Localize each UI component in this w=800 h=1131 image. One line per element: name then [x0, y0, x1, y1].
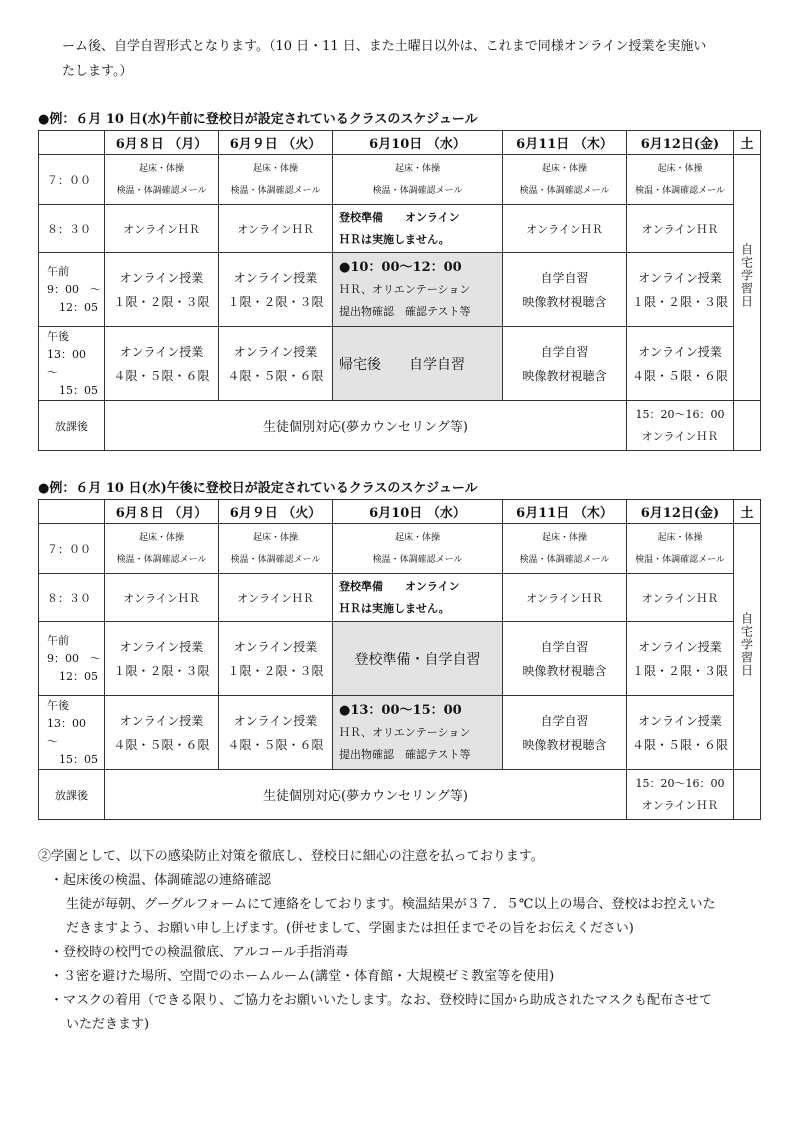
row-0830 — [39, 205, 761, 253]
header-sat: 土 — [734, 500, 761, 524]
note-bullet-2: ・登校時の校門での検温徹底、アルコール手指消毒 — [50, 945, 349, 960]
intro-line-1: ーム後、自学自習形式となります。（10 日・11 日、また土曜日以外は、これまで同様オンライン授業を実施い — [62, 39, 707, 54]
sat-label: 自宅学習日 — [739, 612, 754, 677]
time-after: 放課後 — [39, 401, 105, 451]
note-bullet-1-line-1: 生徒が毎朝、グーグルフォームにて連絡をしております。検温結果が３７．５℃以上の場合、登校はお控えいた — [66, 897, 716, 912]
header-wed: 6月10日 （水） — [333, 131, 503, 155]
note-bullet-4-line-2: いただきます) — [66, 1017, 150, 1032]
cell: 起床・体操 検温・体調確認メール — [105, 155, 219, 205]
time-0700: ７：００ — [39, 524, 105, 574]
table1-title: ●例：６月 10 日(水)午前に登校日が設定されているクラスのスケジュール — [38, 112, 478, 127]
time-pm: 午後 13：00 ～ 15：05 — [39, 696, 105, 770]
cell: 起床・体操 検温・体調確認メール — [219, 524, 333, 574]
intro-paragraph — [62, 34, 762, 84]
wed-school-day-cell: ●13：00～15：00 ＨＲ、オリエンテーション 提出物確認 確認テスト等 — [333, 696, 503, 770]
cell: オンライン授業 １限・２限・３限 — [219, 253, 333, 327]
header-sat: 土 — [734, 131, 761, 155]
cell: 起床・体操 検温・体調確認メール — [105, 524, 219, 574]
fri-hr-cell: 15：20～16：00 オンラインＨＲ — [627, 770, 734, 820]
cell: オンラインＨＲ — [627, 205, 734, 253]
schedule-table-am — [38, 130, 761, 451]
cell: オンライン授業 ４限・５限・６限 — [219, 696, 333, 770]
wed-prep-cell: 登校準備 オンライン ＨＲは実施しません。 — [333, 205, 503, 253]
row-pm — [39, 696, 761, 770]
cell: オンラインＨＲ — [503, 205, 627, 253]
note-bullet-1: ・起床後の検温、体調確認の連絡確認 — [50, 873, 272, 888]
note-bullet-4-line-1: ・マスクの着用（できる限り、ご協力をお願いいたします。なお、登校時に国から助成されたマスクも配布させて — [50, 993, 712, 1008]
cell: 自学自習 映像教材視聴含 — [503, 696, 627, 770]
row-am — [39, 253, 761, 327]
row-pm — [39, 327, 761, 401]
header-tue: 6月９日 （火） — [219, 500, 333, 524]
note-bullet-3: ・３密を避けた場所、空間でのホームルーム(講堂・体育館・大規模ゼミ教室等を使用) — [50, 969, 555, 984]
header-fri: 6月12日(金) — [627, 500, 734, 524]
time-0830: ８：３０ — [39, 205, 105, 253]
wed-school-day-cell: ●10：00～12：00 ＨＲ、オリエンテーション 提出物確認 確認テスト等 — [333, 253, 503, 327]
cell: 自学自習 映像教材視聴含 — [503, 253, 627, 327]
intro-line-2: たします。） — [62, 64, 133, 79]
row-0700 — [39, 155, 761, 205]
cell: オンラインＨＲ — [503, 574, 627, 622]
cell: オンライン授業 ４限・５限・６限 — [105, 696, 219, 770]
row-after — [39, 401, 761, 451]
cell: オンラインＨＲ — [219, 205, 333, 253]
header-mon: 6月８日 （月） — [105, 131, 219, 155]
cell: オンラインＨＲ — [627, 574, 734, 622]
header-row — [39, 131, 761, 155]
after-school-cell: 生徒個別対応(夢カウンセリング等) — [105, 401, 627, 451]
time-0700: ７：００ — [39, 155, 105, 205]
cell: 起床・体操 検温・体調確認メール — [627, 524, 734, 574]
cell: 起床・体操 検温・体調確認メール — [627, 155, 734, 205]
time-after: 放課後 — [39, 770, 105, 820]
cell: オンライン授業 １限・２限・３限 — [627, 253, 734, 327]
fri-hr-cell: 15：20～16：00 オンラインＨＲ — [627, 401, 734, 451]
corner-cell — [39, 131, 105, 155]
header-mon: 6月８日 （月） — [105, 500, 219, 524]
row-am — [39, 622, 761, 696]
time-am: 午前 9：00 ～ 12：05 — [39, 253, 105, 327]
cell: 起床・体操 検温・体調確認メール — [503, 155, 627, 205]
header-row — [39, 500, 761, 524]
row-after — [39, 770, 761, 820]
header-thu: 6月11日 （木） — [503, 500, 627, 524]
cell: オンライン授業 １限・２限・３限 — [105, 622, 219, 696]
schedule-table-pm — [38, 499, 761, 820]
header-tue: 6月９日 （火） — [219, 131, 333, 155]
cell: 自学自習 映像教材視聴含 — [503, 622, 627, 696]
sat-cell — [734, 524, 761, 770]
sat-empty — [734, 770, 761, 820]
cell: オンライン授業 ４限・５限・６限 — [627, 327, 734, 401]
table2-title: ●例：６月 10 日(水)午後に登校日が設定されているクラスのスケジュール — [38, 481, 478, 496]
cell: オンラインＨＲ — [105, 205, 219, 253]
cell: 起床・体操 検温・体調確認メール — [219, 155, 333, 205]
header-thu: 6月11日 （木） — [503, 131, 627, 155]
note-bullet-1-line-2: だきますよう、お願い申し上げます。(併せまして、学園または担任までその旨をお伝えください) — [66, 921, 634, 936]
row-0830 — [39, 574, 761, 622]
wed-am-cell: 登校準備・自学自習 — [333, 622, 503, 696]
wed-pm-cell: 帰宅後 自学自習 — [333, 327, 503, 401]
time-0830: ８：３０ — [39, 574, 105, 622]
cell: オンライン授業 １限・２限・３限 — [219, 622, 333, 696]
sat-label: 自宅学習日 — [739, 243, 754, 308]
time-am: 午前 9：00 ～ 12：05 — [39, 622, 105, 696]
cell: オンラインＨＲ — [219, 574, 333, 622]
cell: 自学自習 映像教材視聴含 — [503, 327, 627, 401]
cell: 起床・体操 検温・体調確認メール — [333, 155, 503, 205]
cell: オンライン授業 ４限・５限・６限 — [627, 696, 734, 770]
after-school-cell: 生徒個別対応(夢カウンセリング等) — [105, 770, 627, 820]
cell: オンラインＨＲ — [105, 574, 219, 622]
header-fri: 6月12日(金) — [627, 131, 734, 155]
cell: 起床・体操 検温・体調確認メール — [333, 524, 503, 574]
cell: オンライン授業 ４限・５限・６限 — [219, 327, 333, 401]
notes-heading: ②学園として、以下の感染防止対策を徹底し、登校日に細心の注意を払っております。 — [38, 849, 544, 864]
cell: 起床・体操 検温・体調確認メール — [503, 524, 627, 574]
wed-prep-cell: 登校準備 オンライン ＨＲは実施しません。 — [333, 574, 503, 622]
time-pm: 午後 13：00 ～ 15：05 — [39, 327, 105, 401]
cell: オンライン授業 ４限・５限・６限 — [105, 327, 219, 401]
header-wed: 6月10日 （水） — [333, 500, 503, 524]
corner-cell — [39, 500, 105, 524]
row-0700 — [39, 524, 761, 574]
sat-cell — [734, 155, 761, 401]
cell: オンライン授業 １限・２限・３限 — [627, 622, 734, 696]
sat-empty — [734, 401, 761, 451]
cell: オンライン授業 １限・２限・３限 — [105, 253, 219, 327]
